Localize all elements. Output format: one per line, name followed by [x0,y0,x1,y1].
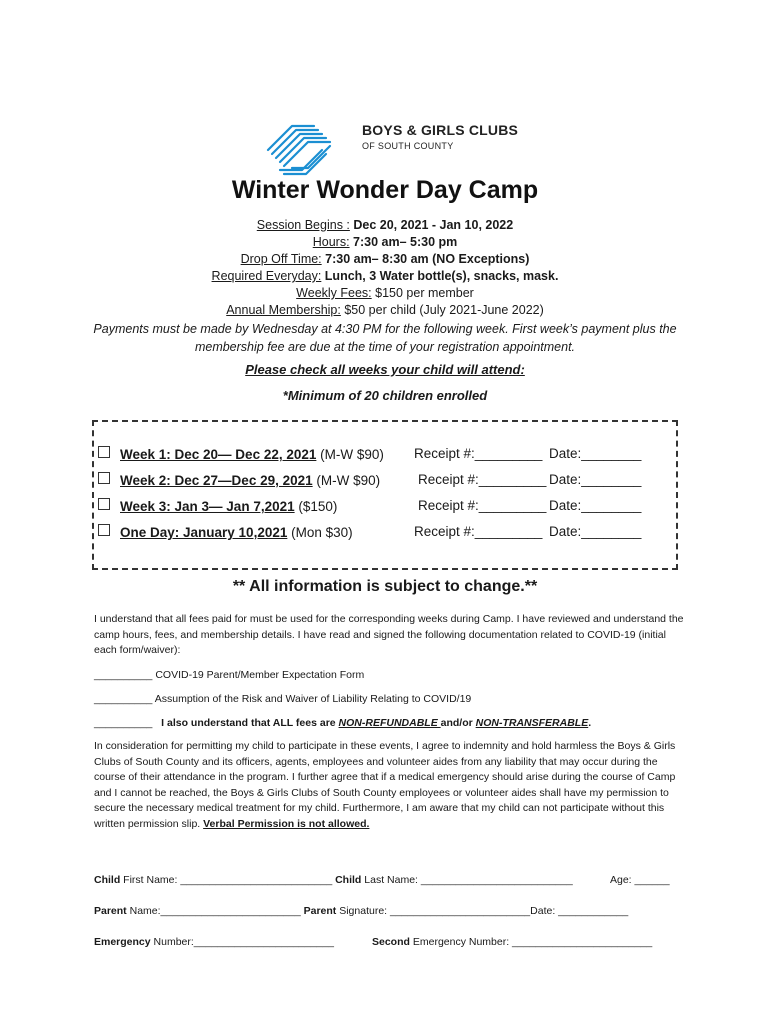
child-label-2: Child [335,874,362,886]
hours [0,234,770,251]
week-date[interactable]: Date:________ [549,524,642,539]
risk-form-initial[interactable]: __________ [94,693,153,705]
one-day-checkbox[interactable] [98,524,110,536]
second-emergency-field[interactable] [372,936,652,948]
required-everyday [0,268,770,285]
last-name-text: Last Name: __________________________ [361,874,573,886]
week-row [98,472,380,488]
week-price: ($150) [294,499,338,514]
membership-value: $50 per child (July 2021-June 2022) [340,303,544,317]
change-notice: ** All information is subject to change.** [232,578,538,595]
covid-form-line [94,668,684,684]
second-label: Second [372,936,410,948]
week-3-checkbox[interactable] [98,498,110,510]
required-label: Required Everyday: [211,269,322,283]
fees-initial[interactable]: __________ [94,717,153,729]
fees-period: . [588,717,592,729]
parent-label: Parent [94,905,127,917]
hours-label: Hours: [312,235,350,249]
dropoff-time [0,251,770,268]
week-receipt[interactable]: Receipt #:_________ [418,498,547,513]
week-price: (M-W $90) [316,447,384,462]
dropoff-label: Drop Off Time: [240,252,322,266]
week-date[interactable]: Date:________ [549,472,642,487]
signature-date-text: Signature: ________________________Date: ____________ [336,905,629,917]
week-receipt[interactable]: Receipt #:_________ [418,472,547,487]
week-row [98,446,384,462]
child-label: Child [94,874,121,886]
consent-text: In consideration for permitting my child to participate in these events, I agree to indemnity and hold harmless the Boys & Girls Clubs of South County and its officers, agents, employees and volunteer aides from any liability that may occur during the course of their attendance in the program. I further agree that if a medical emergency should arise during the course of Camp and I cannot be reached, the Boys & Girls Clubs of South County employees or volunteer aides shall have my permission to secure the necessary medical treatment for my child. Furthermore, I am aware that my child can not participate without this written permission slip. [94,740,676,830]
payment-note: Payments must be made by Wednesday at 4:30 PM for the following week. First week’s payment plus the membership fee are due at the time of your registration appointment. [93,322,677,354]
parent-name-text: Name:________________________ [126,905,304,917]
session-begins-value: Dec 20, 2021 - Jan 10, 2022 [349,218,514,232]
parent-label-2: Parent [303,905,337,917]
risk-form-label: Assumption of the Risk and Waiver of Liability Relating to COVID/19 [152,693,472,705]
week-row [98,498,337,514]
week-label: Week 3: Jan 3— Jan 7,2021 [120,499,295,514]
week-receipt[interactable]: Receipt #:_________ [414,446,543,461]
week-selection-box [92,420,678,570]
week-label: Week 1: Dec 20— Dec 22, 2021 [120,447,317,462]
fees-label: Weekly Fees: [296,286,372,300]
session-begins-label: Session Begins : [256,218,350,232]
annual-membership [0,302,770,319]
week-label: One Day: January 10,2021 [120,525,288,540]
emergency-number-field[interactable] [94,936,334,948]
org-subtitle: OF SOUTH COUNTY [362,141,454,151]
dropoff-value: 7:30 am– 8:30 am (NO Exceptions) [321,252,530,266]
risk-form-line [94,692,684,708]
first-name-text: First Name: __________________________ [120,874,336,886]
weekly-fees [0,285,770,302]
covid-form-label: COVID-19 Parent/Member Expectation Form [152,669,365,681]
week-1-checkbox[interactable] [98,446,110,458]
understand-paragraph: I understand that all fees paid for must be used for the corresponding weeks during Camp. I have reviewed and understand the camp hours, fees, and membership details. I have read and signed the following documentation related to COVID-19 (initial each form/waiver): [94,613,684,656]
child-first-name-field[interactable] [94,874,573,886]
week-label: Week 2: Dec 27—Dec 29, 2021 [120,473,313,488]
membership-label: Annual Membership: [226,303,341,317]
verbal-permission: Verbal Permission is not allowed. [203,817,370,830]
minimum-note: *Minimum of 20 children enrolled [282,388,488,403]
check-all-heading: Please check all weeks your child will attend: [245,362,525,377]
week-receipt[interactable]: Receipt #:_________ [414,524,543,539]
second-number-text: Emergency Number: ________________________ [409,936,653,948]
week-date[interactable]: Date:________ [549,498,642,513]
week-2-checkbox[interactable] [98,472,110,484]
consent-paragraph [94,739,684,832]
parent-fields[interactable] [94,905,628,917]
fees-line [94,716,684,732]
hours-value: 7:30 am– 5:30 pm [349,235,458,249]
emergency-number-text: Number:________________________ [150,936,334,948]
page-title: Winter Wonder Day Camp [231,176,539,204]
non-refundable: NON-REFUNDABLE [338,717,441,729]
fees-prefix: I also understand that ALL fees are [152,717,339,729]
non-transferable: NON-TRANSFERABLE [475,717,589,729]
covid-form-initial[interactable]: __________ [94,669,153,681]
fees-value: $150 per member [371,286,474,300]
week-price: (M-W $90) [312,473,381,488]
emergency-label: Emergency [94,936,151,948]
week-date[interactable]: Date:________ [549,446,642,461]
week-price: (Mon $30) [287,525,353,540]
and-or: and/or [440,717,476,729]
age-field[interactable]: Age: ______ [610,874,670,886]
week-row [98,524,353,540]
session-begins [0,217,770,234]
required-value: Lunch, 3 Water bottle(s), snacks, mask. [321,269,559,283]
org-name: BOYS & GIRLS CLUBS [362,122,519,138]
